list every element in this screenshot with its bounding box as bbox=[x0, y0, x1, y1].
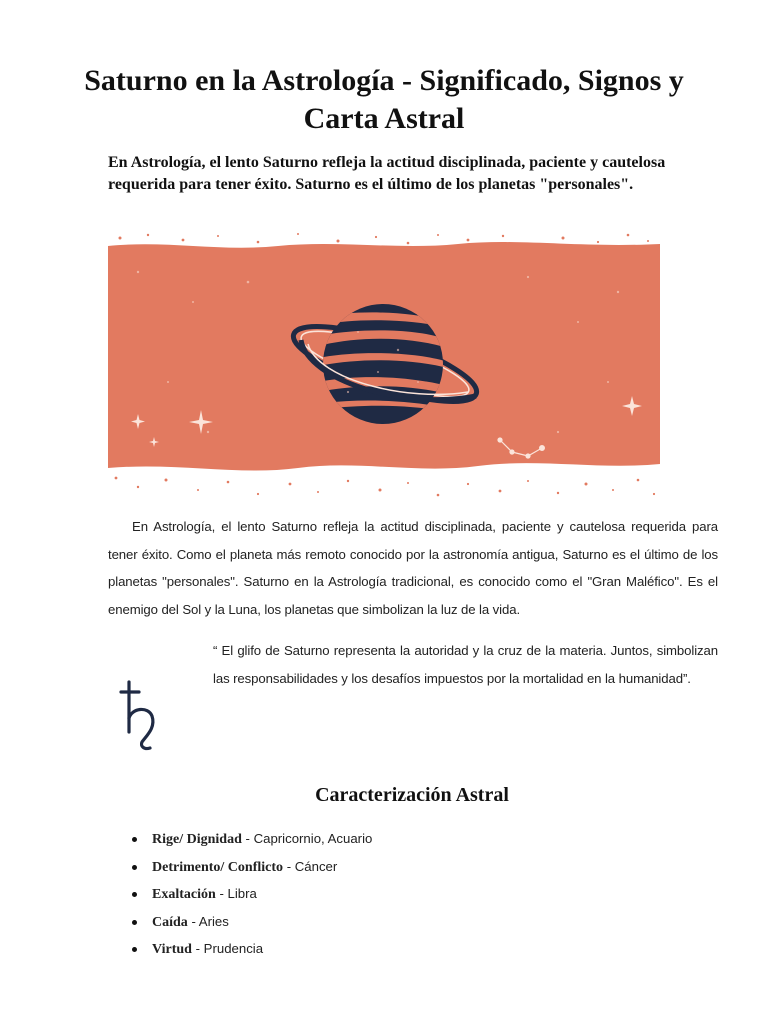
trait-term: Virtud bbox=[152, 942, 192, 957]
page-title: Saturno en la Astrología - Significado, Signos y Carta Astral bbox=[84, 64, 684, 135]
list-item: Virtud - Prudencia bbox=[130, 936, 372, 964]
trait-value: Libra bbox=[227, 886, 257, 901]
glyph-quote: “ El glifo de Saturno representa la autoridad y la cruz de la materia. Juntos, simbolizan las responsabilidades y los desafíos impuestos por la mortalidad en la humanidad”. bbox=[213, 643, 718, 686]
saturn-illustration bbox=[108, 232, 660, 500]
saturn-glyph-icon bbox=[112, 676, 170, 752]
trait-term: Exaltación bbox=[152, 887, 216, 902]
trait-value: Aries bbox=[198, 913, 229, 929]
list-item: Detrimento/ Conflicto - Cáncer bbox=[130, 854, 372, 882]
list-item: Exaltación - Libra bbox=[130, 881, 372, 909]
trait-term: Rige/ Dignidad bbox=[152, 832, 242, 847]
speckles-bottom bbox=[115, 477, 656, 497]
list-item: Caída - Aries bbox=[130, 909, 372, 937]
trait-term: Detrimento/ Conflicto bbox=[152, 859, 284, 875]
trait-value: Capricornio, Acuario bbox=[253, 831, 373, 846]
section-heading: Caracterización Astral bbox=[315, 784, 509, 806]
trait-value: Prudencia bbox=[203, 941, 264, 956]
trait-value: Cáncer bbox=[294, 858, 338, 874]
traits-list bbox=[130, 826, 372, 964]
body-paragraph: En Astrología, el lento Saturno refleja la actitud disciplinada, paciente y cautelosa requerida para tener éxito. Como el planeta más remoto conocido por la astronomía antigua, Saturno es el último de los planetas "personales". Saturno en la Astrología tradicional, es conocido como el "Gran Maléfico". Es el enemigo del Sol y la Luna, los planetas que simbolizan la luz de la vida. bbox=[108, 519, 718, 617]
lead-paragraph: En Astrología, el lento Saturno refleja la actitud disciplinada, paciente y cautelosa requerida para tener éxito. Saturno es el último de los planetas "personales". bbox=[108, 154, 666, 193]
trait-term: Caída bbox=[152, 914, 188, 930]
list-item: Rige/ Dignidad - Capricornio, Acuario bbox=[130, 826, 372, 854]
